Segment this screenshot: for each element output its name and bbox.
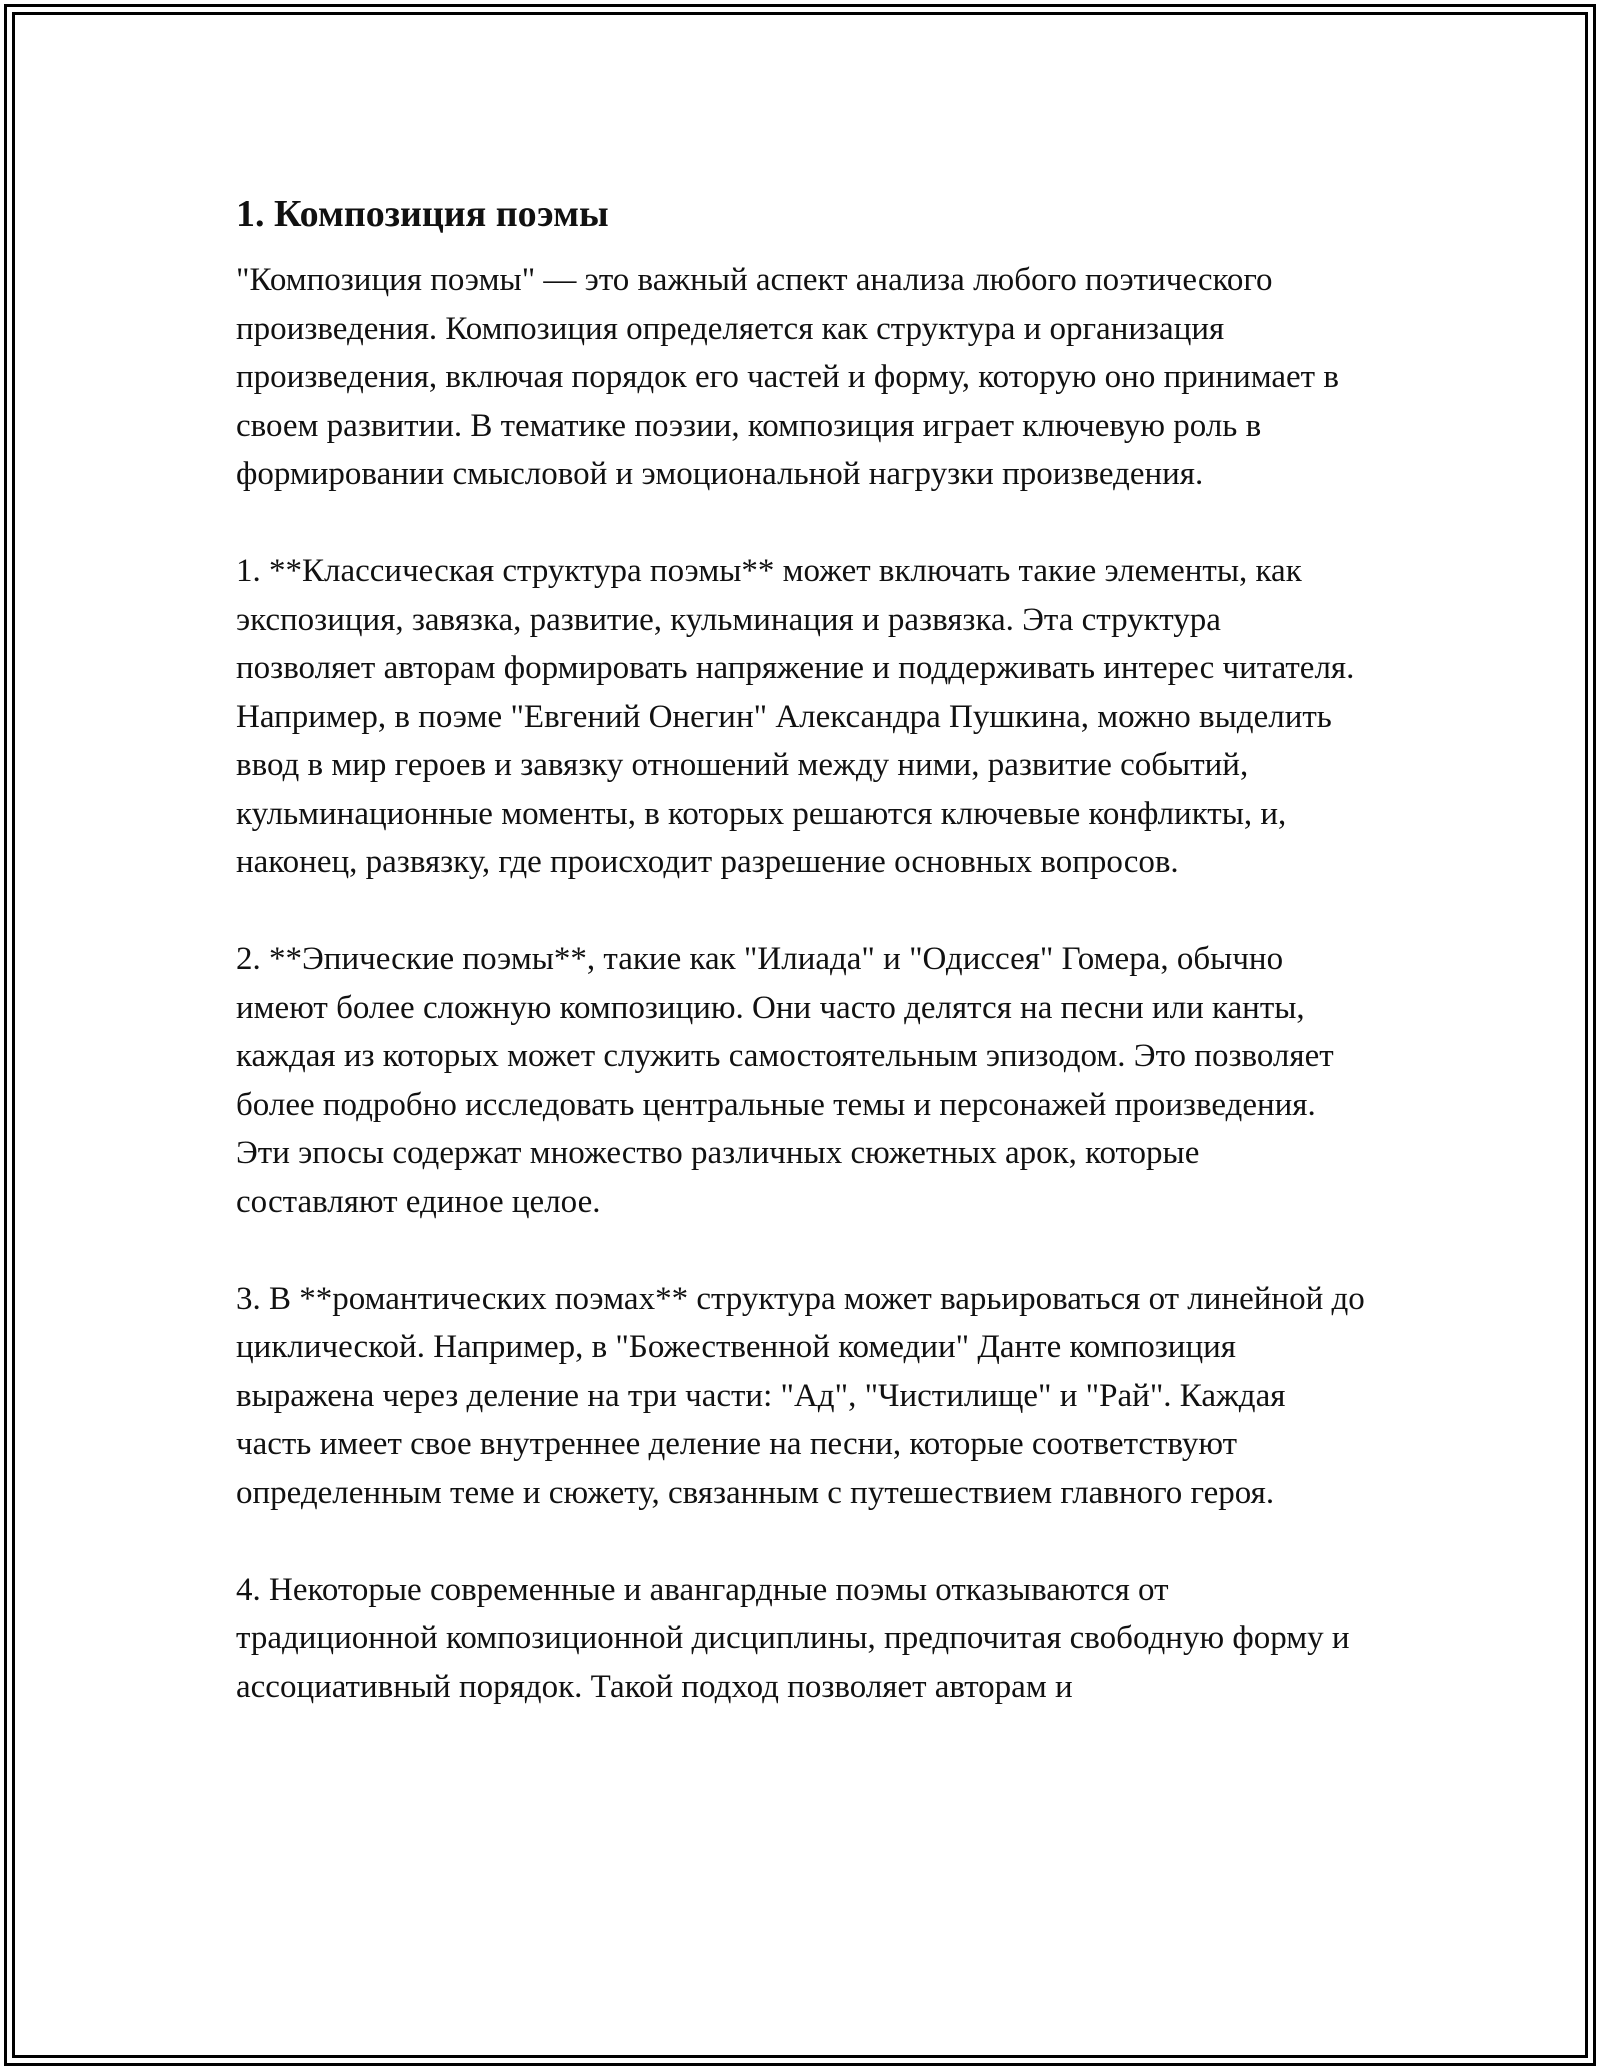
paragraph-modern-poems: 4. Некоторые современные и авангардные поэмы отказываются от традиционной композиционной дисциплины, предпочитая свободную форму и ассоциативный порядок. Такой подход позволяет авторам и (236, 1571, 1350, 1705)
paragraph-epic-poems: 2. **Эпические поэмы**, такие как "Илиада" и "Одиссея" Гомера, обычно имеют более сложную композицию. Они часто делятся на песни или канты, каждая из которых может служить самостоятельным эпизодом. Это позволяет более подробно исследовать центральные темы и персонажей произведения. Эти эпосы содержат множество различных сюжетных арок, которые составляют единое целое. (236, 941, 1334, 1220)
section-heading: 1. Композиция поэмы (236, 193, 609, 235)
paragraph-intro: "Композиция поэмы" — это важный аспект анализа любого поэтического произведения. Композиция определяется как структура и организация произведения, включая порядок его частей и форму, которую оно принимает в своем развитии. В тематике поэзии, композиция играет ключевую роль в формировании смысловой и эмоциональной нагрузки произведения. (236, 262, 1339, 492)
paragraph-romantic-poems: 3. В **романтических поэмах** структура может варьироваться от линейной до циклической. Например, в "Божественной комедии" Данте композиция выражена через деление на три части: "Ад", "Чистилище" и "Рай". Каждая часть имеет свое внутреннее деление на песни, которые соответствуют определенным теме и сюжету, связанным с путешествием главного героя. (236, 1280, 1365, 1511)
paragraph-classic-structure: 1. **Классическая структура поэмы** может включать такие элементы, как экспозиция, завязка, развитие, кульминация и развязка. Эта структура позволяет авторам формировать напряжение и поддерживать интерес читателя. Например, в поэме "Евгений Онегин" Александра Пушкина, можно выделить ввод в мир героев и завязку отношений между ними, развитие событий, кульминационные моменты, в которых решаются ключевые конфликты, и, наконец, развязку, где происходит разрешение основных вопросов. (236, 553, 1355, 880)
document-body (236, 184, 1366, 1760)
